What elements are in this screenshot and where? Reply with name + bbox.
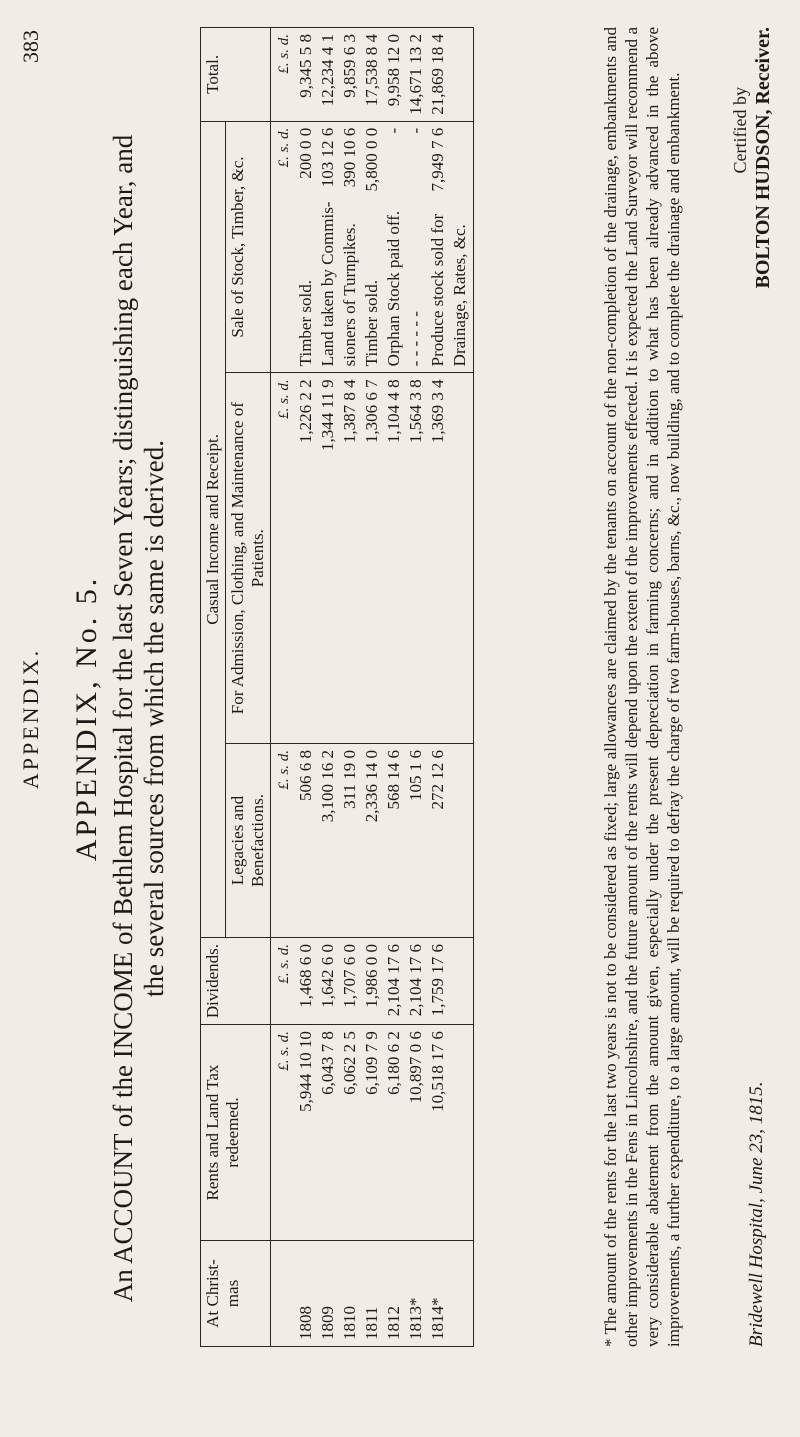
- dividends-header: Dividends.: [201, 937, 271, 1024]
- admission-header: For Admission, Clothing, and Maintenance of Patients.: [226, 373, 271, 744]
- rents-value: 6,180 6 2: [384, 1031, 403, 1095]
- stock-items: [273, 202, 471, 367]
- dividends-lsd-header: £. s. d.: [276, 943, 292, 984]
- legacies-value: 105 1 6: [406, 750, 425, 801]
- years-cell: [271, 1240, 474, 1346]
- rents-lsd-header: £. s. d.: [276, 1031, 292, 1071]
- account-title-line1: An ACCOUNT of the INCOME of Bethlem Hospital for the last Seven Years; distinguishing each Year, and: [108, 134, 138, 1303]
- legacies-lsd-header: £. s. d.: [276, 750, 292, 790]
- rents-value: 6,062 2 5: [340, 1031, 359, 1095]
- account-title-line2: the several sources from which the same is derived.: [139, 439, 170, 998]
- year-value: 1810: [340, 1306, 359, 1340]
- stock-item: Timber sold.: [362, 280, 381, 367]
- rents-value: 10,897 0 6: [406, 1031, 425, 1104]
- admission-value: 1,564 3 8: [406, 379, 425, 444]
- stock-header: Sale of Stock, Timber, &c.: [226, 121, 271, 373]
- legacies-value: 311 19 0: [340, 750, 359, 809]
- dividends-value: 1,642 6 0: [318, 943, 337, 1008]
- admission-lsd-header: £. s. d.: [276, 379, 292, 419]
- admission-value: 1,226 2 2: [296, 379, 315, 444]
- document-heading: [70, 40, 170, 1397]
- stock-item: Orphan Stock paid off.: [384, 210, 403, 367]
- dividends-value: 1,759 17 6: [428, 943, 447, 1017]
- rents-header: Rents and Land Tax redeemed.: [201, 1025, 271, 1241]
- stock-value: -: [406, 127, 425, 134]
- dividends-value: 1,707 6 0: [340, 943, 359, 1008]
- totals-cell: [271, 28, 474, 122]
- year-value: 1814*: [428, 1297, 447, 1340]
- stock-spacer: [273, 202, 295, 367]
- certification: [730, 27, 780, 1347]
- stock-item: Land taken by Commis-: [318, 201, 337, 367]
- place-date: Bridewell Hospital, June 23, 1815.: [746, 1081, 767, 1347]
- total-value: 9,345 5 8: [296, 34, 315, 98]
- stock-value: 103 12 6: [318, 127, 337, 188]
- stock-values: [273, 128, 471, 192]
- admission-cell: [271, 373, 474, 744]
- total-value: 9,958 12 0: [384, 34, 403, 107]
- total-lsd-header: £. s. d.: [276, 34, 292, 74]
- stock-value: 200 0 0: [296, 127, 315, 179]
- income-table: [200, 27, 474, 1347]
- year-value: 1813*: [406, 1297, 425, 1340]
- stock-cell: [271, 121, 474, 373]
- total-header: Total.: [201, 28, 271, 122]
- running-head: [0, 0, 60, 1437]
- year-spacer: [273, 1247, 295, 1340]
- rents-value: 5,944 10 10: [296, 1031, 315, 1112]
- legacies-header: Legacies and Benefactions.: [226, 744, 271, 938]
- legacies-value: 568 14 6: [384, 750, 403, 810]
- rents-value: 6,109 7 9: [362, 1031, 381, 1095]
- stock-lsd-header: £. s. d.: [276, 127, 292, 168]
- stock-item: Produce stock sold for: [428, 213, 447, 367]
- total-value: 14,671 13 2: [406, 34, 425, 115]
- legacies-cell: [271, 744, 474, 938]
- rents-value: 10,518 17 6: [428, 1031, 447, 1112]
- admission-value: 1,104 4 8: [384, 379, 403, 444]
- dividends-value: 2,104 17 6: [406, 943, 425, 1017]
- total-value: 21,869 18 4: [428, 34, 447, 115]
- certified-by: Certified by: [730, 87, 750, 174]
- stock-item: Drainage, Rates, &c.: [450, 224, 469, 367]
- year-value: 1809: [318, 1306, 337, 1340]
- casual-income-header: Casual Income and Receipt.: [201, 121, 226, 937]
- total-value: 17,538 8 4: [362, 34, 381, 107]
- total-value: 12,234 4 1: [318, 34, 337, 107]
- year-value: 1811: [362, 1306, 381, 1340]
- total-value: 9,859 6 3: [340, 34, 359, 98]
- legacies-value: 3,100 16 2: [318, 750, 337, 823]
- admission-value: 1,306 6 7: [362, 379, 381, 444]
- admission-value: 1,369 3 4: [428, 379, 447, 444]
- rents-cell: [271, 1025, 474, 1241]
- legacies-value: 272 12 6: [428, 750, 447, 810]
- year-value: 1808: [296, 1306, 315, 1340]
- page-number: 383: [18, 30, 43, 63]
- admission-value: 1,387 8 4: [340, 379, 359, 444]
- legacies-value: 2,336 14 0: [362, 750, 381, 823]
- stock-value: 5,800 0 0: [362, 127, 381, 192]
- year-value: 1812: [384, 1306, 403, 1340]
- stock-item: - - - - - -: [406, 311, 425, 367]
- footnote: * The amount of the rents for the last two years is not to be considered as fixed; large allowances are claimed by the tenants on account of the non-completion of the drainage, embankments and other improvements in the Fens in Lincolnshire, and the future amount of the rents will depend upon the extent of the improvements effected. It is expected the Land Surveyor will recommend a very considerable abatement from the amount given, especially under the present depreciation in farming concerns; and in addition to what has been already advanced in the above improvements, a further expenditure, to a large amount, will be required to defray the charge of two farm-houses, barns, &c., now building, and to complete the drainage and embankment.: [601, 27, 683, 1347]
- year-header: At Christ-mas: [201, 1240, 271, 1346]
- stock-value: 390 10 6: [340, 127, 359, 188]
- stock-item: Timber sold.: [296, 280, 315, 367]
- admission-value: 1,344 11 9: [318, 379, 337, 451]
- rents-value: 6,043 7 8: [318, 1031, 337, 1095]
- legacies-value: 506 6 8: [296, 750, 315, 801]
- stock-value: -: [384, 127, 403, 134]
- stock-item: sioners of Turnpikes.: [340, 223, 359, 367]
- appendix-title: APPENDIX, No. 5.: [70, 575, 103, 862]
- dividends-value: 2,104 17 6: [384, 943, 403, 1017]
- dividends-value: 1,468 6 0: [296, 943, 315, 1008]
- dividends-cell: [271, 937, 474, 1024]
- receiver-name: BOLTON HUDSON, Receiver.: [752, 27, 774, 289]
- stock-value: 7,949 7 6: [428, 127, 447, 192]
- dividends-value: 1,986 0 0: [362, 943, 381, 1008]
- running-title: APPENDIX.: [18, 647, 43, 790]
